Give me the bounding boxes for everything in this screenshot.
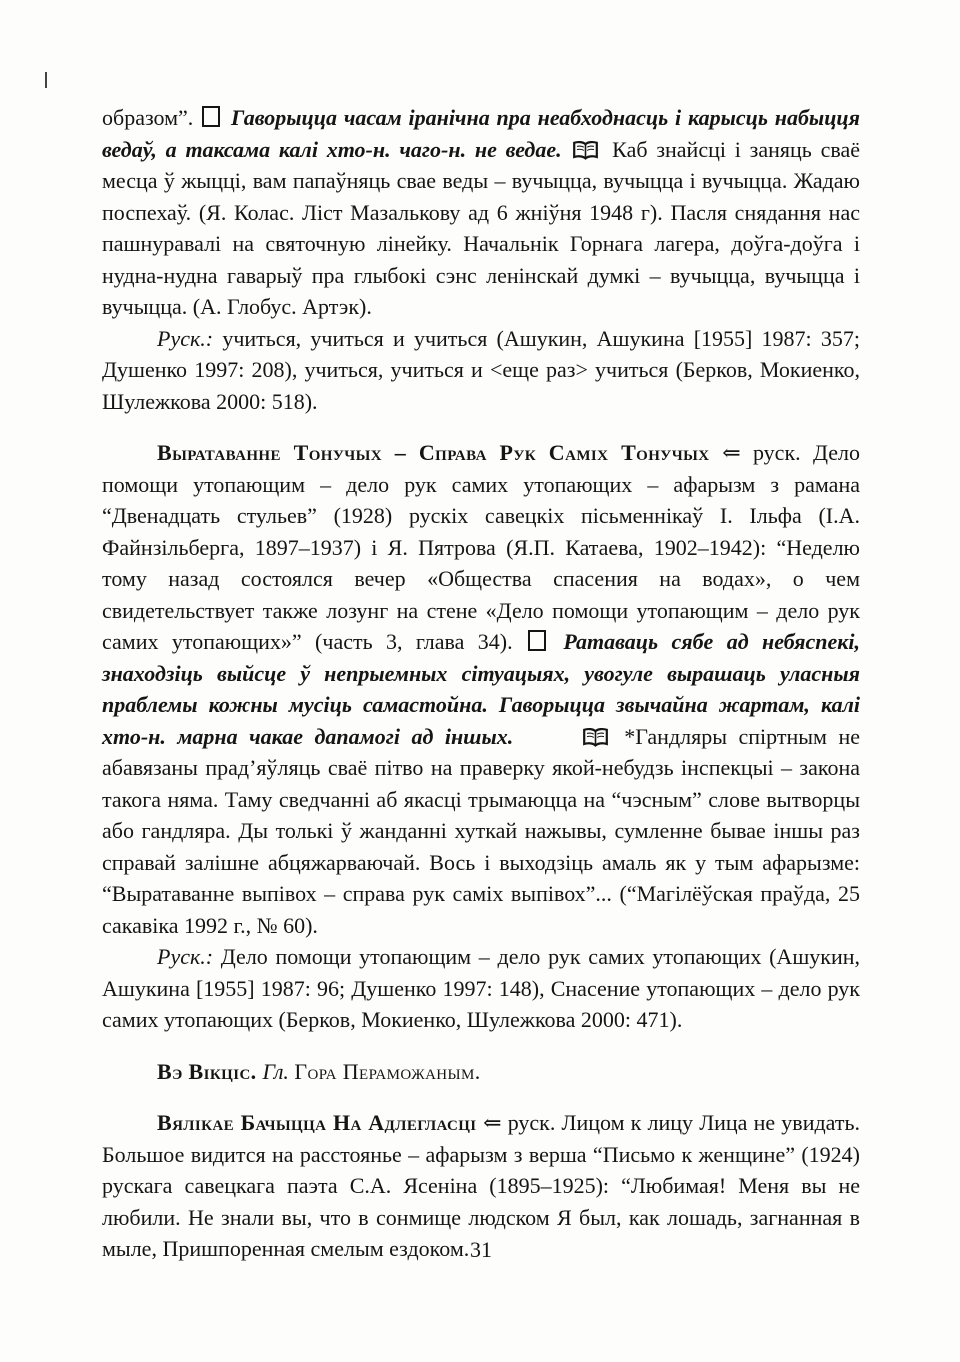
entry-ve-vikcis-crossref — [102, 1056, 860, 1088]
text-run: ⇐ руск. Лицом к лицу Лица не увидать. Большое видится на расстоянье – афарызм з верша “Письмо к женщине” (1924) рускага савецкага паэта С.А. Ясеніна (1895–1925): “Любимая! Меня вы не любили. Не знали вы, что в сонмище людском Я был, как лошадь, загнанная в мыле, Пришпоренная смелым ездоком. — [102, 1110, 861, 1261]
russian-reference-vyratavanne — [102, 941, 860, 1036]
text-run: Гора Пераможаным. — [294, 1058, 481, 1084]
text-run: Гл. — [262, 1058, 295, 1084]
entry-vuchycca-continuation — [102, 102, 860, 323]
text-run: Вэ Вікціс. — [157, 1058, 263, 1084]
page-number: 31 — [470, 1237, 492, 1262]
text-run: образом”. — [102, 105, 201, 130]
text-run: Ратаваць сябе ад небяспекі, знаходзіць выйсце ў непрыемных сітуацыях, увогуле вырашаць уласныя праблемы кожны мусіць самастойна. Гаворыцца звычайна жартам, калі хто-н. марна чакае дапамогі ад іншых. — [102, 629, 860, 749]
text-run: Дело помощи утопающим – дело рук самих утопающих (Ашукин, Ашукина [1955] 1987: 96; Душенко 1997: 148), Снасение утопающих – дело рук самих утопающих (Берков, Мокиенко, Шулежкова 2000: 471). — [102, 944, 860, 1032]
russian-reference-vuchycca — [102, 323, 860, 418]
text-run: Гаворыцца часам іранічна пра неабходнасць і карысць набыцця ведаў, а таксама калі хто-н. чаго-н. не ведае. — [102, 105, 860, 162]
text-run: Вялікае Бачыцца На Адлегласці — [157, 1110, 484, 1135]
text-run: учиться, учиться и учиться (Ашукин, Ашукина [1955] 1987: 357; Душенко 1997: 208), учиться, учиться и <еще раз> учиться (Берков, Мокиенко, Шулежкова 2000: 518). — [102, 325, 860, 414]
text-run: *Гандляры спіртным не абавязаны прад’яўляць сваё пітво на праверку якой-небудзь інспекцыі – закона такога няма. Таму сведчанні аб якасці трымаюцца на “чэсным” слове вытворцы або гандляра. Ды толькі ў жанданні хуткай нажывы, сумленне бывае іншы раз справай залішне абцяжарваючай. Вось і выходзіць амаль як у тым афарызме: “Выратаванне выпівох – справа рук саміх выпівох”... (“Магілёўская праўда, 25 сакавіка 1992 г., № 60). — [102, 723, 860, 938]
open-book-icon — [572, 140, 599, 161]
page-text — [102, 102, 860, 1265]
open-book-icon — [527, 727, 609, 748]
text-run: Руск.: — [157, 325, 223, 351]
stray-scan-mark — [45, 72, 47, 88]
text-run: Выратаванне Тонучых – Справа Рук Саміх Тонучых — [157, 440, 723, 465]
text-run: Руск.: — [157, 944, 221, 969]
text-run: ⇐ руск. Дело помощи утопающим – дело рук самих утопающих – афарызм з рамана “Двенадцать стульев” (1928) рускіх савецкіх пісьменнікаў І. Ільфа (І.А. Файнзільберга, 1897–1937) і Я. Пятрова (Я.П. Катаева, 1902–1942): “Неделю тому назад состоялся вечер «Общества спасения на водах», о чем свидетельствует также лозунг на стене «Дело помощи утопающим – дело рук самих утопающих»” (часть 3, глава 34). — [102, 440, 860, 654]
text-run: Каб знайсці і заняць сваё месца ў жыцці, вам папаўняць свае веды – вучыцца, вучыцца і вучыцца. Жадаю поспехаў. (Я. Колас. Ліст Мазалькову ад 6 жніўня 1948 г). Пасля снядання нас пашнуравалі на святочную лінейку. Начальнік Горнага лагера, доўга-доўга і нудна-нудна гаварыў пра глыбокі сэнс ленінскай думкі – вучыцца, вучыцца і вучыцца. (А. Глобус. Артэк). — [102, 136, 860, 319]
empty-square-icon — [202, 106, 220, 127]
empty-square-icon — [528, 630, 546, 651]
entry-vyratavanne-tonuchykh — [102, 437, 860, 941]
